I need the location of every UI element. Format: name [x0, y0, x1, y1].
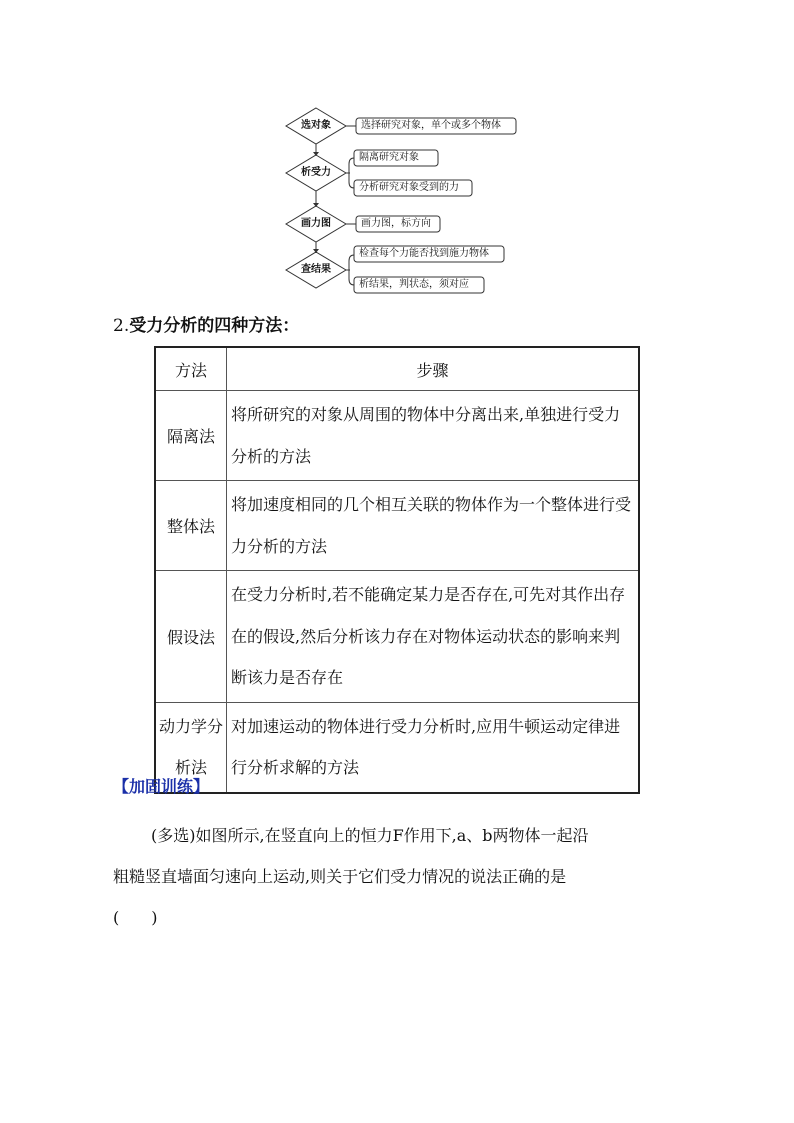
- section-heading: [113, 311, 299, 336]
- flow-node-3-label: 画力图: [301, 218, 331, 229]
- question-line-1: (多选)如图所示,在竖直向上的恒力F作用下,a、b两物体一起沿: [151, 826, 589, 845]
- section-number: 2.: [113, 316, 130, 336]
- answer-blank: ( ): [113, 908, 158, 927]
- flow-node-2-label: 析受力: [301, 167, 331, 178]
- table-row: [155, 391, 639, 481]
- method-step: 在受力分析时,若不能确定某力是否存在,可先对其作出存在的假设,然后分析该力存在对物体运动状态的影响来判断该力是否存在: [227, 571, 640, 703]
- methods-table: [154, 346, 640, 794]
- method-name: 动力学分析法: [155, 702, 227, 793]
- flow-box-1-text: 选择研究对象，单个或多个物体: [361, 120, 501, 131]
- method-step: 将加速度相同的几个相互关联的物体作为一个整体进行受力分析的方法: [227, 481, 640, 571]
- method-step: 对加速运动的物体进行受力分析时,应用牛顿运动定律进行分析求解的方法: [227, 702, 640, 793]
- table-row: [155, 481, 639, 571]
- exercise-question: [113, 815, 663, 938]
- header-method: 方法: [155, 347, 227, 391]
- question-line-2: 粗糙竖直墙面匀速向上运动,则关于它们受力情况的说法正确的是: [113, 867, 567, 886]
- flow-box-3-text: 画力图，标方向: [361, 218, 431, 229]
- method-step: 将所研究的对象从周围的物体中分离出来,单独进行受力分析的方法: [227, 391, 640, 481]
- header-step: 步骤: [227, 347, 640, 391]
- table-row: [155, 702, 639, 793]
- exercise-title: 【加固训练】: [113, 777, 210, 796]
- method-name: 整体法: [155, 481, 227, 571]
- flow-box-4b-text: 析结果，判状态，须对应: [359, 279, 469, 290]
- flow-node-1-label: 选对象: [301, 120, 331, 131]
- flow-box-4a-text: 检查每个力能否找到施力物体: [359, 248, 489, 259]
- flow-box-2b-text: 分析研究对象受到的力: [359, 182, 459, 193]
- table-header-row: [155, 347, 639, 391]
- force-analysis-flowchart: [260, 100, 560, 300]
- flow-box-2a-text: 隔离研究对象: [359, 152, 419, 163]
- section-title: 受力分析的四种方法：: [129, 316, 300, 336]
- method-name: 隔离法: [155, 391, 227, 481]
- flow-node-4-label: 查结果: [301, 264, 331, 275]
- method-name: 假设法: [155, 571, 227, 703]
- table-row: [155, 571, 639, 703]
